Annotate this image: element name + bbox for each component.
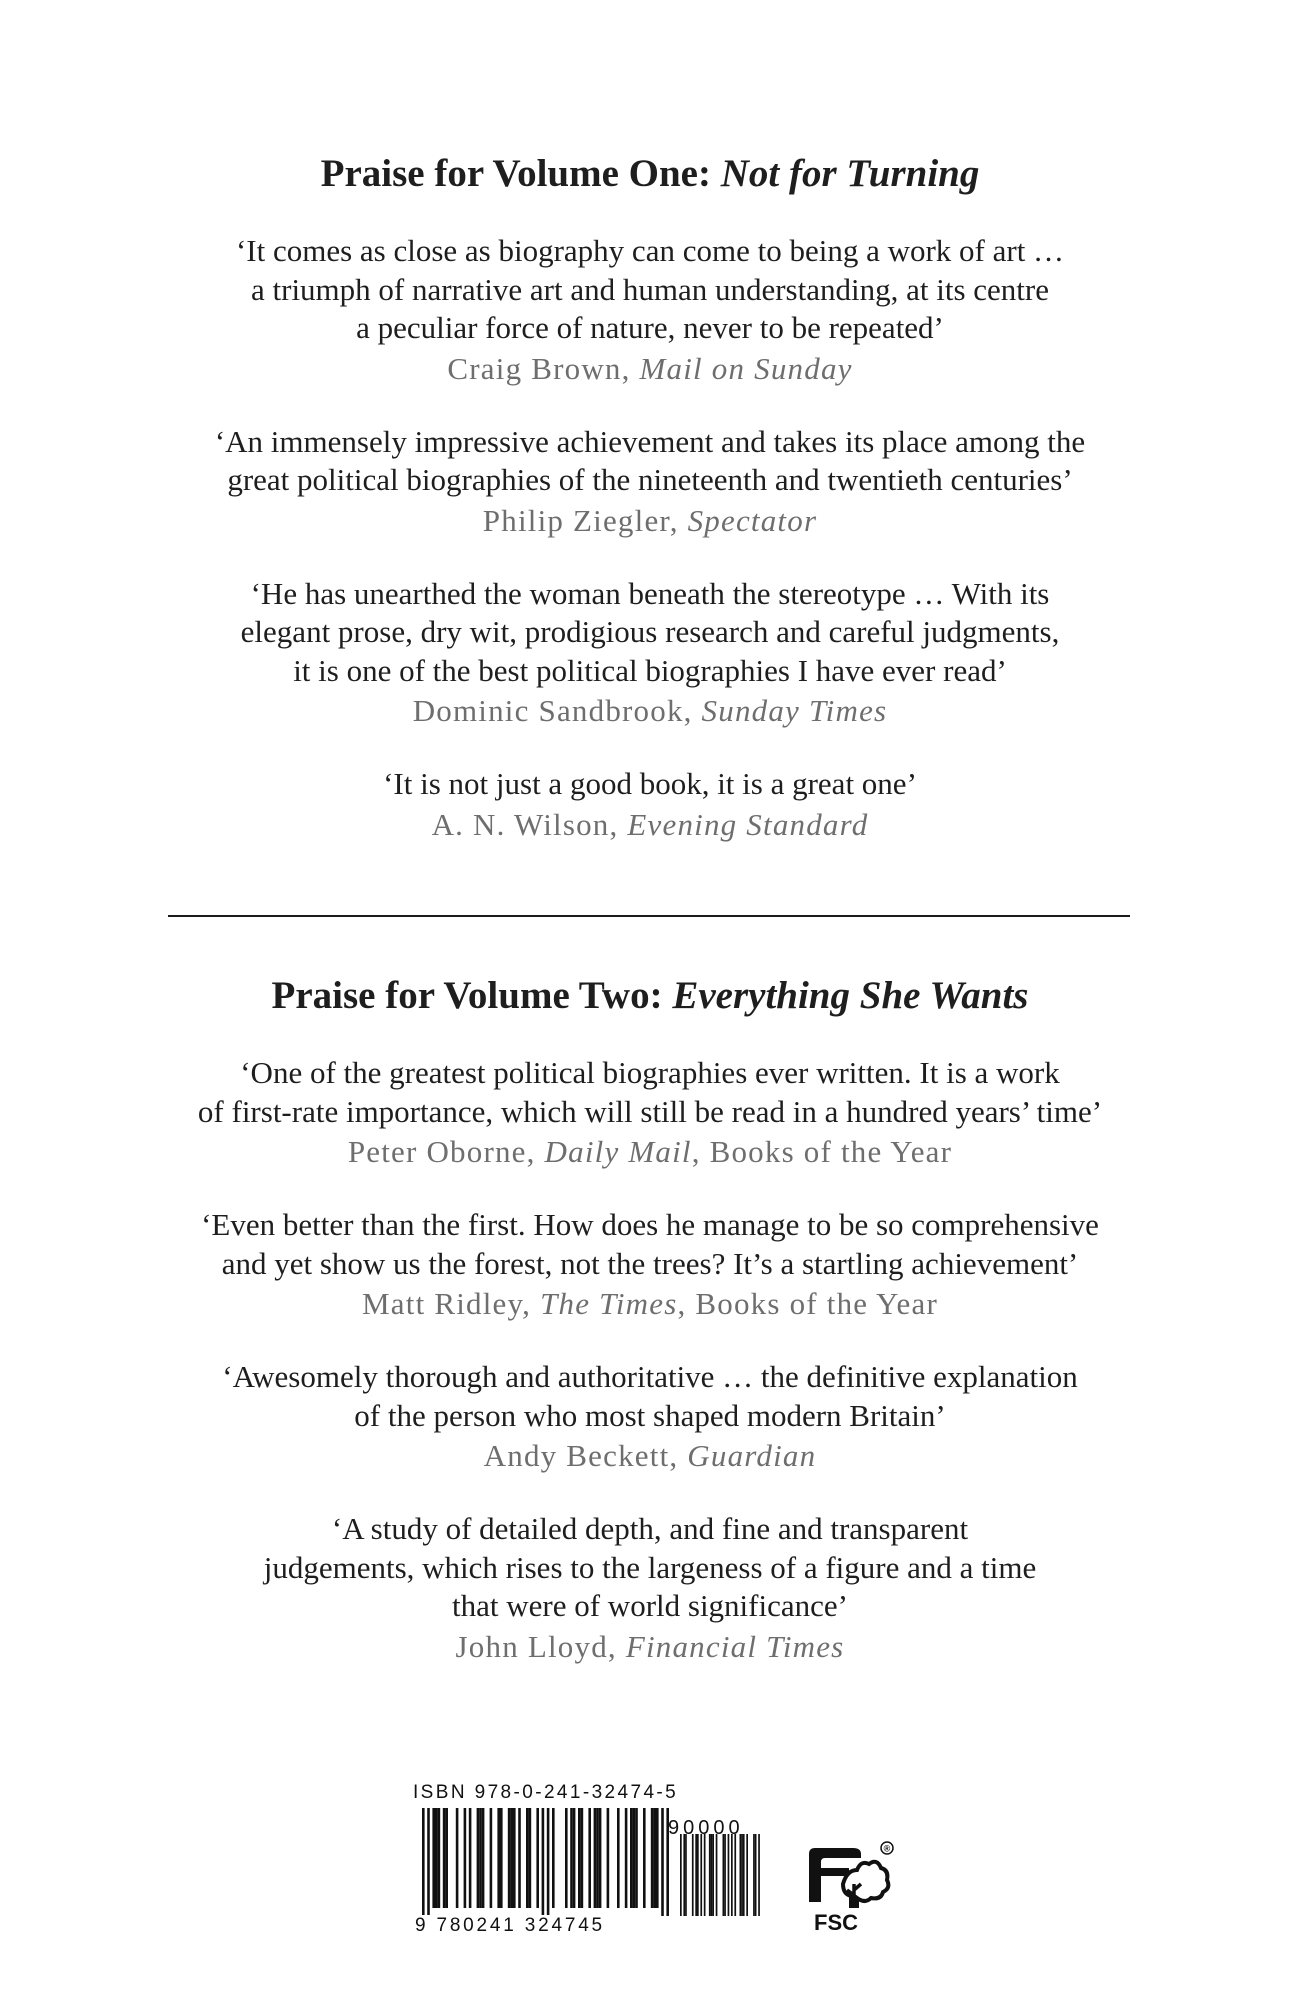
- barcode-bar: [661, 1808, 664, 1916]
- quote-attribution: [0, 1436, 1300, 1476]
- addon-bar: [695, 1834, 697, 1916]
- barcode-bar: [578, 1808, 581, 1908]
- quote-text-line: ‘It comes as close as biography can come to being a work of art …: [235, 233, 1065, 268]
- addon-bar: [700, 1834, 702, 1916]
- barcode-bar: [529, 1808, 532, 1908]
- quote-attribution: [0, 1627, 1300, 1667]
- volume-two-heading: Praise for Volume Two: Everything She Wants: [271, 974, 1029, 1017]
- quote-text-line: judgements, which rises to the largeness of a figure and a time: [263, 1549, 1037, 1585]
- addon-bar: [734, 1834, 736, 1916]
- barcode-bar: [422, 1808, 425, 1916]
- addon-bar: [712, 1834, 714, 1916]
- quote-text-line: ‘He has unearthed the woman beneath the stereotype … With its: [250, 575, 1050, 611]
- barcode-bar: [518, 1808, 521, 1908]
- addon-bar: [685, 1834, 687, 1916]
- quote-text-line: ‘A study of detailed depth, and fine and transparent: [331, 1511, 969, 1546]
- barcode-bar: [570, 1808, 573, 1908]
- barcode-bar: [490, 1808, 493, 1908]
- quote-text-line: a triumph of narrative art and human understanding, at its centre: [251, 271, 1049, 307]
- addon-bar: [746, 1834, 748, 1916]
- barcode-bar: [630, 1808, 633, 1908]
- isbn-label: ISBN 978-0-241-32474-5: [413, 1782, 679, 1803]
- volume-two-section: [0, 972, 1300, 1667]
- barcode-bar: [596, 1808, 599, 1908]
- barcode-bar: [427, 1808, 430, 1916]
- quote-text-line: ‘An immensely impressive achievement and takes its place among the: [214, 423, 1086, 459]
- barcode-bar: [435, 1808, 438, 1908]
- barcode-bar: [438, 1808, 441, 1908]
- quote-text-line: great political biographies of the nineteenth and twentieth centuries’: [227, 462, 1073, 497]
- volume-two-quotes: [0, 1054, 1300, 1667]
- barcode-bar: [656, 1808, 659, 1908]
- barcode-bar: [625, 1808, 628, 1908]
- quote-text-line: ‘It is not just a good book, it is a great one’: [383, 766, 917, 801]
- addon-bar: [711, 1834, 713, 1916]
- quote-text-line: of the person who most shaped modern Britain’: [354, 1397, 946, 1433]
- addon-bar: [723, 1834, 725, 1916]
- barcode-bar: [477, 1808, 480, 1908]
- addon-bar: [704, 1834, 706, 1916]
- volume-one-quote-2: [0, 423, 1300, 541]
- volume-one-heading: Praise for Volume One: Not for Turning: [320, 152, 980, 195]
- barcode-bar: [653, 1808, 656, 1908]
- barcode-bar: [513, 1808, 516, 1908]
- volume-two-quote-4: [0, 1510, 1300, 1667]
- barcode-bar: [542, 1808, 545, 1916]
- barcode-bar: [500, 1808, 503, 1908]
- price-addon-digits: 90000: [668, 1817, 744, 1839]
- barcode-bar: [456, 1808, 459, 1908]
- volume-one-quotes: [0, 232, 1300, 845]
- quote-text-line: elegant prose, dry wit, prodigious research and careful judgments,: [240, 614, 1060, 649]
- barcode-bar: [565, 1808, 568, 1908]
- attribution-publication: Financial Times: [625, 1628, 845, 1664]
- attribution-publication: Guardian: [687, 1438, 817, 1473]
- addon-bar: [728, 1834, 730, 1916]
- addon-bar: [741, 1834, 743, 1916]
- attribution-publication: Mail on Sunday: [639, 350, 853, 386]
- attribution-extra: , Books of the Year: [691, 1134, 953, 1169]
- barcode-bar: [445, 1808, 448, 1908]
- quote-text-line: ‘Even better than the first. How does he manage to be so comprehensive: [201, 1207, 1099, 1242]
- quote-text-line: it is one of the best political biographies I have ever read’: [293, 652, 1007, 688]
- section-divider: [168, 915, 1130, 917]
- barcode-bar: [607, 1808, 610, 1908]
- attribution-publication: The Times: [540, 1286, 678, 1321]
- volume-two-quote-3: [0, 1358, 1300, 1476]
- volume-one-quote-3: [0, 575, 1300, 732]
- barcode-bar: [443, 1808, 446, 1908]
- barcode-bar: [599, 1808, 602, 1908]
- addon-bar: [758, 1834, 760, 1916]
- addon-bar: [716, 1834, 718, 1916]
- barcode-bar: [633, 1808, 636, 1908]
- barcode-bar: [464, 1808, 467, 1908]
- attribution-extra: , Books of the Year: [677, 1286, 938, 1321]
- barcode-bar: [482, 1808, 485, 1908]
- fsc-tree-logo-icon: [795, 1840, 895, 1912]
- barcode-bar: [547, 1808, 550, 1916]
- quote-text-line: ‘Awesomely thorough and authoritative … the definitive explanation: [222, 1359, 1078, 1394]
- addon-bar: [724, 1834, 726, 1916]
- addon-bar: [740, 1834, 742, 1916]
- barcode-bar: [510, 1808, 513, 1908]
- attribution-author: Peter Oborne,: [347, 1134, 545, 1169]
- barcode-bar: [469, 1808, 472, 1908]
- barcode-bar: [594, 1808, 597, 1908]
- quote-attribution: [0, 1284, 1300, 1324]
- barcode-bar: [432, 1808, 435, 1908]
- attribution-author: A. N. Wilson,: [431, 806, 628, 842]
- quote-attribution: [0, 691, 1300, 731]
- quote-attribution: [0, 805, 1300, 845]
- barcode-bar: [617, 1808, 620, 1908]
- addon-bar: [753, 1834, 755, 1916]
- volume-two-quote-2: [0, 1206, 1300, 1324]
- barcode-bar: [536, 1808, 539, 1908]
- barcode-bar: [573, 1808, 576, 1908]
- barcode-bar: [643, 1808, 646, 1908]
- quote-attribution: [0, 501, 1300, 541]
- registered-mark: ®: [883, 1843, 891, 1854]
- barcode-bar: [588, 1808, 591, 1908]
- attribution-publication: Spectator: [687, 502, 818, 538]
- barcode-digits: 9 780241 324745: [415, 1915, 605, 1936]
- quote-text-line: of first-rate importance, which will still be read in a hundred years’ time’: [197, 1093, 1103, 1129]
- addon-bar: [755, 1834, 757, 1916]
- barcode-bar: [526, 1808, 529, 1908]
- barcode-bar: [651, 1808, 654, 1908]
- attribution-author: Craig Brown,: [447, 350, 640, 386]
- quote-text-line: a peculiar force of nature, never to be repeated’: [356, 310, 944, 345]
- addon-bar: [709, 1834, 711, 1916]
- quote-text-line: that were of world significance’: [452, 1588, 848, 1623]
- attribution-author: John Lloyd,: [455, 1628, 626, 1664]
- volume-two-quote-1: [0, 1054, 1300, 1172]
- quote-text-line: and yet show us the forest, not the trees? It’s a startling achievement’: [221, 1245, 1079, 1281]
- attribution-publication: Daily Mail: [544, 1134, 692, 1169]
- quote-attribution: [0, 349, 1300, 389]
- addon-bar: [692, 1834, 694, 1916]
- volume-one-section: [0, 150, 1300, 845]
- addon-bar: [697, 1834, 699, 1916]
- attribution-publication: Evening Standard: [627, 806, 869, 842]
- quote-attribution: [0, 1132, 1300, 1172]
- attribution-author: Andy Beckett,: [483, 1438, 688, 1473]
- attribution-publication: Sunday Times: [701, 693, 888, 728]
- quote-text-line: ‘One of the greatest political biographies ever written. It is a work: [240, 1055, 1060, 1090]
- attribution-author: Matt Ridley,: [362, 1286, 541, 1321]
- addon-bar: [743, 1834, 745, 1916]
- fsc-label: FSC: [814, 1910, 858, 1935]
- addon-bar: [680, 1834, 682, 1916]
- barcode-bar: [635, 1808, 638, 1908]
- attribution-author: Philip Ziegler,: [482, 502, 688, 538]
- barcode-bar: [479, 1808, 482, 1908]
- attribution-author: Dominic Sandbrook,: [412, 693, 702, 728]
- volume-one-quote-4: [0, 765, 1300, 845]
- barcode-bar: [581, 1808, 584, 1908]
- addon-bar: [731, 1834, 733, 1916]
- barcode-bar: [552, 1808, 555, 1908]
- addon-bar: [683, 1834, 685, 1916]
- barcode-bar: [508, 1808, 511, 1908]
- volume-one-quote-1: [0, 232, 1300, 389]
- barcode-bar: [497, 1808, 500, 1908]
